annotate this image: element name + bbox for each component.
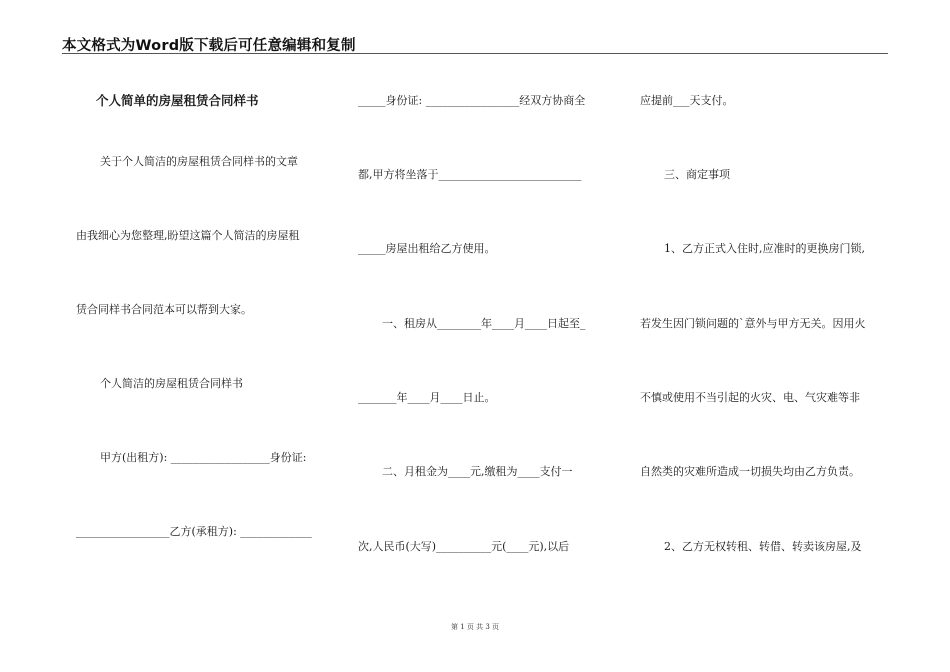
section-heading: 个人简洁的房屋租赁合同样书	[100, 377, 243, 390]
page-number: 第 1 页 共 3 页	[450, 623, 500, 631]
paragraph-line: 次,人民币(大写)__________元(____元),以后	[358, 540, 570, 553]
paragraph-line: _____房屋出租给乙方使用。	[358, 242, 496, 255]
paragraph-line: _____身份证: _________________经双方协商全	[358, 94, 586, 107]
clause-monthly-rent: 二、月租金为____元,缴租为____支付一	[382, 465, 573, 478]
paragraph-line: 关于个人简洁的房屋租赁合同样书的文章	[100, 155, 298, 168]
party-b-line: _________________乙方(承租方): _____________	[76, 525, 312, 538]
header-divider	[62, 53, 888, 54]
paragraph-line: 应提前___天支付。	[640, 94, 734, 107]
party-a-line: 甲方(出租方): __________________身份证:	[100, 451, 307, 464]
section-heading: 三、商定事项	[664, 168, 730, 181]
header-title: 本文格式为Word版下载后可任意编辑和复制	[62, 38, 356, 54]
paragraph-line: 不慎或使用不当引起的火灾、电、气灾难等非	[640, 391, 860, 404]
paragraph-line: 若发生因门锁问题的`意外与甲方无关。因用火	[640, 317, 866, 330]
document-title: 个人简单的房屋租赁合同样书	[96, 93, 259, 108]
clause-rental-period: 一、租房从________年____月____日起至_	[382, 317, 586, 330]
paragraph-line: _______年____月____日止。	[358, 391, 496, 404]
paragraph-line: 由我细心为您整理,盼望这篇个人简洁的房屋租	[76, 229, 300, 242]
clause-item-2: 2、乙方无权转租、转借、转卖该房屋,及	[664, 540, 862, 553]
paragraph-line: 自然类的灾难所造成一切损失均由乙方负责。	[640, 465, 860, 478]
paragraph-line: 赁合同样书合同范本可以帮到大家。	[76, 303, 252, 316]
clause-item-1: 1、乙方正式入住时,应准时的更换房门锁,	[664, 242, 865, 255]
paragraph-line: 都,甲方将坐落于__________________________	[358, 168, 582, 181]
